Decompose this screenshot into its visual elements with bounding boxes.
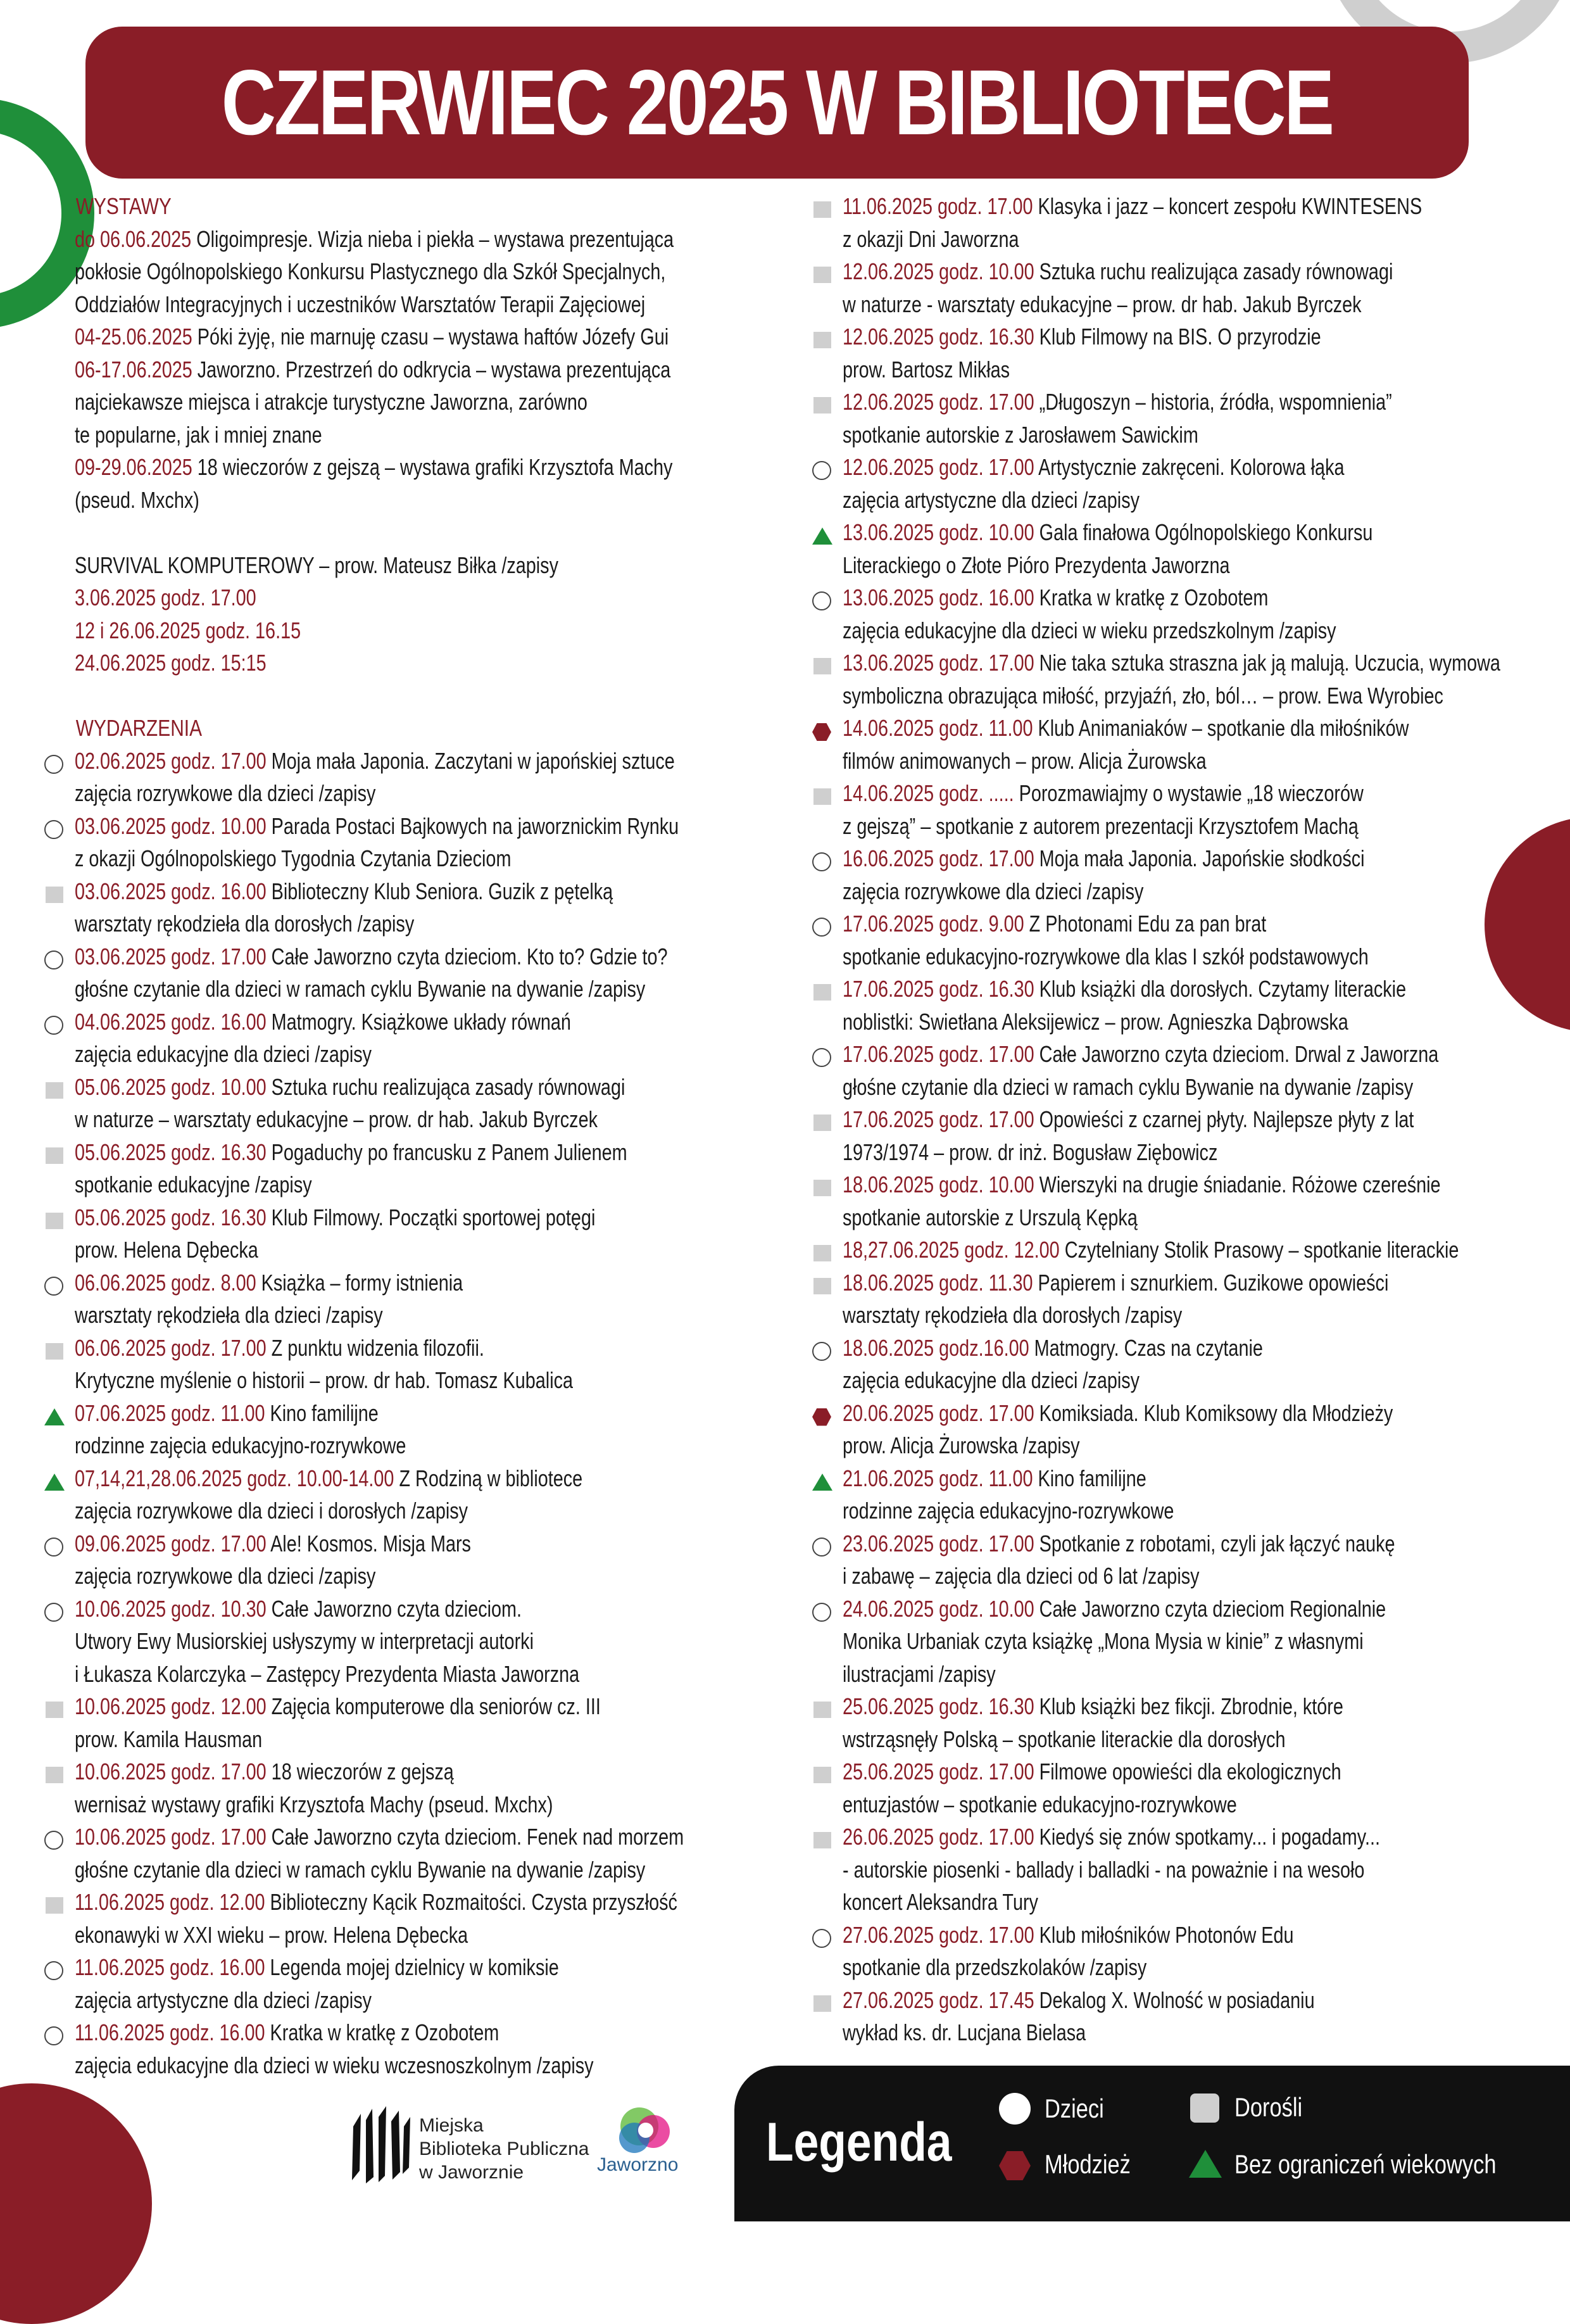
event-item bbox=[812, 777, 1559, 842]
event-title: Moja mała Japonia. Zaczytani w japońskiej sztuce bbox=[266, 747, 675, 774]
event-description: Literackiego o Złote Pióro Prezydenta Jaworzna bbox=[843, 552, 1230, 578]
event-item bbox=[812, 1919, 1559, 1984]
event-description: prow. Alicja Żurowska /zapisy bbox=[843, 1432, 1080, 1458]
event-line bbox=[812, 1821, 1410, 1854]
event-line bbox=[812, 1397, 1410, 1430]
event-description: zajęcia edukacyjne dla dzieci /zapisy bbox=[75, 1041, 372, 1067]
events-list-left bbox=[44, 745, 804, 2082]
event-item bbox=[44, 810, 804, 875]
event-date: 27.06.2025 godz. 17.45 bbox=[843, 1986, 1034, 2013]
section-title-wystawy: WYSTAWY bbox=[75, 193, 172, 219]
left-column bbox=[44, 190, 804, 2081]
event-date: 25.06.2025 godz. 17.00 bbox=[843, 1759, 1034, 1784]
event-line bbox=[44, 1136, 652, 1169]
event-date: 11.06.2025 godz. 16.00 bbox=[75, 2019, 265, 2045]
event-title: Matmogry. Czas na czytanie bbox=[1029, 1334, 1263, 1361]
white-circle-icon bbox=[999, 2093, 1031, 2125]
event-description: ilustracjami /zapisy bbox=[843, 1660, 996, 1687]
event-item bbox=[812, 1593, 1559, 1691]
event-description: głośne czytanie dla dzieci w ramach cyklu Bywanie na dywanie /zapisy bbox=[75, 1856, 646, 1883]
event-description: Utwory Ewy Musiorskiej usłyszymy w interpretacji autorki bbox=[75, 1628, 534, 1654]
legend-label-bez-ograniczen: Bez ograniczeń wiekowych bbox=[1234, 2149, 1497, 2179]
event-title: Klub Animaniaków – spotkanie dla miłośników bbox=[1033, 715, 1409, 741]
event-description: spotkanie edukacyjno-rozrywkowe dla klas I szkół podstawowych bbox=[843, 943, 1369, 969]
event-item bbox=[44, 1886, 804, 1951]
exhibition-text: 18 wieczorów z gejszą – wystawa grafiki Krzysztofa Machy bbox=[192, 454, 673, 480]
event-title: 18 wieczorów z gejszą bbox=[266, 1759, 454, 1784]
exhibition-text: Oddziałów Integracyjnych i uczestników Warsztatów Terapii Zajęciowej bbox=[75, 291, 646, 317]
event-description: warsztaty rękodzieła dla dzieci /zapisy bbox=[75, 1302, 383, 1328]
exhibition-line bbox=[44, 353, 671, 386]
survival-date-text: 24.06.2025 godz. 15:15 bbox=[75, 650, 267, 676]
event-item bbox=[44, 1266, 804, 1332]
event-description: spotkanie dla przedszkolaków /zapisy bbox=[843, 1954, 1147, 1980]
event-item bbox=[44, 1755, 804, 1821]
event-date: 05.06.2025 godz. 16.30 bbox=[75, 1204, 267, 1230]
event-description: 1973/1974 – prow. dr inż. Bogusław Ziębowicz bbox=[843, 1139, 1218, 1165]
event-item bbox=[812, 1984, 1559, 2049]
event-description: zajęcia edukacyjne dla dzieci w wieku przedszkolnym /zapisy bbox=[843, 617, 1336, 643]
event-title: Klub książki dla dorosłych. Czytamy literackie bbox=[1034, 976, 1407, 1002]
survival-title: SURVIVAL KOMPUTEROWY – prow. Mateusz Biłka /zapisy bbox=[75, 552, 558, 578]
event-date: 09.06.2025 godz. 17.00 bbox=[75, 1530, 267, 1557]
event-item bbox=[812, 1397, 1559, 1462]
event-date: 02.06.2025 godz. 17.00 bbox=[75, 747, 267, 774]
exhibition-line bbox=[44, 288, 652, 321]
exhibition-line bbox=[44, 451, 673, 484]
event-description: wernisaż wystawy grafiki Krzysztofa Machy (pseud. Mxchx) bbox=[75, 1791, 553, 1817]
event-date: 07.06.2025 godz. 11.00 bbox=[75, 1399, 265, 1426]
event-title: Komiksiada. Klub Komiksowy dla Młodzieży bbox=[1034, 1399, 1393, 1426]
event-description: z okazji Ogólnopolskiego Tygodnia Czytania Dzieciom bbox=[75, 845, 512, 871]
event-date: 11.06.2025 godz. 16.00 bbox=[75, 1954, 265, 1980]
page-title: CZERWIEC 2025 W BIBLIOTECE bbox=[221, 51, 1333, 154]
exhibition-text: Póki żyję, nie marnuję czasu – wystawa haftów Józefy Gui bbox=[192, 324, 669, 350]
legend-panel bbox=[734, 2066, 1570, 2221]
event-date: 10.06.2025 godz. 12.00 bbox=[75, 1693, 267, 1719]
event-line bbox=[812, 1984, 1410, 2017]
event-description: wykład ks. dr. Lucjana Bielasa bbox=[843, 2019, 1086, 2045]
event-description: prow. Kamila Hausman bbox=[75, 1726, 263, 1752]
event-title: Spotkanie z robotami, czyli jak łączyć naukę bbox=[1034, 1530, 1395, 1557]
event-title: Opowieści z czarnej płyty. Najlepsze płyty z lat bbox=[1034, 1106, 1414, 1132]
event-date: 24.06.2025 godz. 10.00 bbox=[843, 1595, 1034, 1622]
event-description: prow. Helena Dębecka bbox=[75, 1237, 258, 1263]
event-line bbox=[812, 777, 1410, 810]
event-title: Klub książki bez fikcji. Zbrodnie, które bbox=[1034, 1693, 1343, 1719]
event-item bbox=[812, 1755, 1559, 1821]
event-date: 07,14,21,28.06.2025 godz. 10.00-14.00 bbox=[75, 1465, 394, 1491]
event-line bbox=[44, 940, 668, 973]
legend-label-dorosli: Dorośli bbox=[1234, 2092, 1303, 2122]
event-line bbox=[812, 1038, 1439, 1071]
survival-dates bbox=[44, 581, 804, 679]
event-description: wstrząsnęły Polską – spotkanie literackie dla dorosłych bbox=[843, 1726, 1286, 1752]
legend-title: Legenda bbox=[766, 2112, 952, 2173]
event-date: 03.06.2025 godz. 16.00 bbox=[75, 878, 267, 904]
event-description: zajęcia edukacyjne dla dzieci /zapisy bbox=[843, 1367, 1140, 1393]
event-date: 20.06.2025 godz. 17.00 bbox=[843, 1399, 1034, 1426]
event-item bbox=[812, 1527, 1559, 1593]
event-line bbox=[44, 1397, 652, 1430]
event-item bbox=[812, 320, 1559, 386]
event-date: 18.06.2025 godz. 11.30 bbox=[843, 1269, 1033, 1296]
exhibition-text: pokłosie Ogólnopolskiego Konkursu Plastycznego dla Szkół Specjalnych, bbox=[75, 258, 666, 284]
event-title: Ale! Kosmos. Misja Mars bbox=[266, 1530, 471, 1557]
event-line bbox=[44, 1071, 652, 1104]
exhibition-text: (pseud. Mxchx) bbox=[75, 486, 199, 513]
event-title: Klasyka i jazz – koncert zespołu KWINTESENS bbox=[1033, 193, 1422, 219]
event-item bbox=[812, 1103, 1559, 1168]
event-title: Klub Filmowy na BIS. O przyrodzie bbox=[1034, 324, 1321, 350]
exhibition-text: Jaworzno. Przestrzeń do odkrycia – wystawa prezentująca bbox=[192, 356, 671, 382]
jaworzno-logo-icon bbox=[595, 2101, 690, 2196]
event-line bbox=[812, 842, 1410, 875]
event-item bbox=[44, 1201, 804, 1266]
event-line bbox=[812, 973, 1410, 1006]
event-title: „Długoszyn – historia, źródła, wspomnienia” bbox=[1034, 389, 1392, 415]
event-title: Całe Jaworzno czyta dzieciom Regionalnie bbox=[1034, 1595, 1386, 1622]
event-date: 05.06.2025 godz. 16.30 bbox=[75, 1139, 267, 1165]
event-line bbox=[812, 1462, 1410, 1495]
event-title: Artystycznie zakręceni. Kolorowa łąka bbox=[1034, 454, 1345, 480]
events-list-right bbox=[812, 190, 1559, 2049]
event-description: głośne czytanie dla dzieci w ramach cyklu Bywanie na dywanie /zapisy bbox=[75, 976, 646, 1002]
event-description: - autorskie piosenki - ballady i balladki - na poważnie i na wesoło bbox=[843, 1856, 1365, 1883]
event-date: 03.06.2025 godz. 10.00 bbox=[75, 812, 267, 839]
exhibition-line bbox=[44, 320, 669, 353]
survival-date-text: 3.06.2025 godz. 17.00 bbox=[75, 584, 256, 610]
event-line bbox=[812, 516, 1410, 549]
event-line bbox=[812, 1593, 1410, 1626]
event-line bbox=[44, 1332, 652, 1365]
event-item bbox=[812, 451, 1559, 516]
event-item bbox=[812, 1332, 1559, 1397]
event-date: 13.06.2025 godz. 10.00 bbox=[843, 519, 1034, 545]
event-date: 10.06.2025 godz. 17.00 bbox=[75, 1824, 267, 1850]
event-date: 10.06.2025 godz. 10.30 bbox=[75, 1595, 267, 1622]
event-description: entuzjastów – spotkanie edukacyjno-rozrywkowe bbox=[843, 1791, 1237, 1817]
event-item bbox=[44, 1006, 804, 1071]
event-description: warsztaty rękodzieła dla dorosłych /zapisy bbox=[75, 911, 415, 937]
jaworzno-logo-text: Jaworzno bbox=[597, 2154, 679, 2175]
event-date: 10.06.2025 godz. 17.00 bbox=[75, 1759, 267, 1784]
legend-label-dzieci: Dzieci bbox=[1045, 2093, 1104, 2123]
event-description: w naturze - warsztaty edukacyjne – prow. dr hab. Jakub Byrczek bbox=[843, 291, 1362, 317]
event-description: Krytyczne myślenie o historii – prow. dr hab. Tomasz Kubalica bbox=[75, 1367, 574, 1393]
event-item bbox=[44, 1462, 804, 1527]
event-line bbox=[812, 190, 1422, 223]
exhibition-date: do 06.06.2025 bbox=[75, 225, 192, 252]
grey-square-icon bbox=[1190, 2093, 1219, 2123]
event-title: Moja mała Japonia. Japońskie słodkości bbox=[1034, 845, 1365, 871]
event-item bbox=[44, 875, 804, 940]
event-description: spotkanie edukacyjne /zapisy bbox=[75, 1171, 312, 1197]
event-date: 16.06.2025 godz. 17.00 bbox=[843, 845, 1034, 871]
event-description: zajęcia rozrywkowe dla dzieci i dorosłych /zapisy bbox=[75, 1498, 468, 1524]
event-title: Sztuka ruchu realizująca zasady równowagi bbox=[1034, 258, 1393, 284]
event-item bbox=[44, 1951, 804, 2016]
event-line bbox=[44, 2016, 652, 2049]
event-date: 17.06.2025 godz. 16.30 bbox=[843, 976, 1034, 1002]
event-item bbox=[44, 1136, 804, 1201]
survival-date bbox=[44, 614, 652, 647]
event-item bbox=[812, 1462, 1559, 1527]
event-line bbox=[44, 1201, 652, 1234]
event-date: 06.06.2025 godz. 17.00 bbox=[75, 1334, 267, 1361]
exhibition-line bbox=[44, 223, 674, 256]
event-line bbox=[44, 875, 652, 908]
event-line bbox=[812, 451, 1410, 484]
event-description: prow. Bartosz Mikłas bbox=[843, 356, 1010, 382]
event-line bbox=[44, 1462, 652, 1495]
event-title: Klub miłośników Photonów Edu bbox=[1034, 1921, 1294, 1948]
event-date: 25.06.2025 godz. 16.30 bbox=[843, 1693, 1034, 1719]
event-title: Biblioteczny Kącik Rozmaitości. Czysta przyszłość bbox=[265, 1889, 677, 1915]
event-description: symboliczna obrazująca miłość, przyjaźń, zło, ból… – prow. Ewa Wyrobiec bbox=[843, 682, 1443, 709]
event-date: 21.06.2025 godz. 11.00 bbox=[843, 1465, 1033, 1491]
event-line bbox=[44, 1006, 652, 1039]
event-line bbox=[44, 1755, 652, 1788]
event-item bbox=[44, 1821, 804, 1886]
event-title: Kino familijne bbox=[265, 1399, 379, 1426]
event-title: Pogaduchy po francusku z Panem Julienem bbox=[266, 1139, 627, 1165]
event-description: i zabawę – zajęcia dla dzieci od 6 lat /zapisy bbox=[843, 1563, 1200, 1589]
event-item bbox=[44, 940, 804, 1006]
event-date: 23.06.2025 godz. 17.00 bbox=[843, 1530, 1034, 1557]
event-title: Kiedyś się znów spotkamy... i pogadamy... bbox=[1034, 1824, 1381, 1850]
event-line bbox=[44, 1951, 652, 1984]
exhibition-line bbox=[44, 419, 652, 452]
event-item bbox=[812, 842, 1559, 907]
event-description: zajęcia rozrywkowe dla dzieci /zapisy bbox=[75, 1563, 376, 1589]
event-date: 14.06.2025 godz. 11.00 bbox=[843, 715, 1033, 741]
event-date: 17.06.2025 godz. 17.00 bbox=[843, 1106, 1034, 1132]
event-title: Książka – formy istnienia bbox=[256, 1269, 463, 1296]
maroon-hexagon-icon bbox=[999, 2151, 1031, 2180]
exhibition-date: 06-17.06.2025 bbox=[75, 356, 192, 382]
event-title: Biblioteczny Klub Seniora. Guzik z pętelką bbox=[266, 878, 613, 904]
event-title: Papierem i sznurkiem. Guzikowe opowieści bbox=[1033, 1269, 1389, 1296]
event-item bbox=[812, 973, 1559, 1038]
event-description: zajęcia artystyczne dla dzieci /zapisy bbox=[75, 1986, 372, 2013]
event-date: 11.06.2025 godz. 17.00 bbox=[843, 193, 1033, 219]
event-line bbox=[812, 320, 1410, 353]
event-title: Legenda mojej dzielnicy w komiksie bbox=[265, 1954, 559, 1980]
event-line bbox=[812, 386, 1410, 419]
event-item bbox=[812, 647, 1559, 712]
event-description: zajęcia edukacyjne dla dzieci w wieku wczesnoszkolnym /zapisy bbox=[75, 2052, 594, 2078]
event-title: Z Rodziną w bibliotece bbox=[394, 1465, 583, 1491]
event-line bbox=[44, 1593, 652, 1626]
event-item bbox=[812, 1168, 1559, 1234]
event-title: Kratka w kratkę z Ozobotem bbox=[265, 2019, 499, 2045]
event-description: w naturze – warsztaty edukacyjne – prow. dr hab. Jakub Byrczek bbox=[75, 1106, 598, 1132]
section-title-wydarzenia: WYDARZENIA bbox=[75, 715, 203, 741]
event-item bbox=[44, 2016, 804, 2081]
event-line bbox=[44, 745, 675, 778]
event-description: zajęcia rozrywkowe dla dzieci /zapisy bbox=[843, 878, 1144, 904]
event-line bbox=[44, 1527, 652, 1560]
event-date: 13.06.2025 godz. 16.00 bbox=[843, 584, 1034, 610]
exhibition-date: 04-25.06.2025 bbox=[75, 324, 192, 350]
survival-date-text: 12 i 26.06.2025 godz. 16.15 bbox=[75, 617, 301, 643]
event-title: Matmogry. Książkowe układy równań bbox=[266, 1008, 571, 1035]
library-logo-icon bbox=[347, 2101, 413, 2190]
event-item bbox=[812, 907, 1559, 973]
event-description: ekonawyki w XXI wieku – prow. Helena Dębecka bbox=[75, 1921, 468, 1948]
event-date: 12.06.2025 godz. 17.00 bbox=[843, 454, 1034, 480]
event-item bbox=[812, 1266, 1559, 1332]
event-item bbox=[44, 1593, 804, 1691]
survival-date bbox=[44, 581, 652, 614]
event-line bbox=[812, 1234, 1459, 1266]
event-description: rodzinne zajęcia edukacyjno-rozrywkowe bbox=[843, 1498, 1174, 1524]
event-title: Sztuka ruchu realizująca zasady równowagi bbox=[266, 1073, 625, 1100]
exhibition-text: Oligoimpresje. Wizja nieba i piekła – wystawa prezentująca bbox=[191, 225, 674, 252]
event-title: Gala finałowa Ogólnopolskiego Konkursu bbox=[1034, 519, 1373, 545]
event-date: 04.06.2025 godz. 16.00 bbox=[75, 1008, 267, 1035]
event-line bbox=[44, 1690, 652, 1723]
event-description: z gejszą” – spotkanie z autorem prezentacji Krzysztofem Machą bbox=[843, 812, 1359, 839]
event-title: Całe Jaworzno czyta dzieciom. Fenek nad morzem bbox=[266, 1824, 684, 1850]
event-item bbox=[812, 712, 1559, 777]
event-item bbox=[812, 1690, 1559, 1755]
exhibition-text: najciekawsze miejsca i atrakcje turystyczne Jaworzna, zarówno bbox=[75, 389, 587, 415]
legend-label-mlodziez: Młodzież bbox=[1045, 2149, 1131, 2179]
event-date: 14.06.2025 godz. ..... bbox=[843, 780, 1014, 806]
event-date: 12.06.2025 godz. 17.00 bbox=[843, 389, 1034, 415]
event-title: Z punktu widzenia filozofii. bbox=[266, 1334, 484, 1361]
event-item bbox=[812, 1821, 1559, 1919]
event-description: filmów animowanych – prow. Alicja Żurowska bbox=[843, 747, 1207, 774]
event-line bbox=[812, 1690, 1410, 1723]
event-item bbox=[812, 581, 1559, 647]
event-description: spotkanie autorskie z Jarosławem Sawickim bbox=[843, 421, 1198, 448]
event-item bbox=[44, 1071, 804, 1136]
event-title: Porozmawiajmy o wystawie „18 wieczorów bbox=[1014, 780, 1364, 806]
event-line bbox=[44, 1886, 677, 1919]
event-date: 17.06.2025 godz. 9.00 bbox=[843, 911, 1024, 937]
event-line bbox=[812, 1266, 1410, 1299]
event-line bbox=[812, 1332, 1410, 1365]
event-date: 12.06.2025 godz. 16.30 bbox=[843, 324, 1034, 350]
event-item bbox=[812, 1234, 1559, 1266]
event-date: 03.06.2025 godz. 17.00 bbox=[75, 943, 267, 969]
exhibition-date: 09-29.06.2025 bbox=[75, 454, 192, 480]
library-name: Miejska Biblioteka Publiczna w Jaworznie bbox=[419, 2115, 589, 2183]
event-date: 18.06.2025 godz.16.00 bbox=[843, 1334, 1029, 1361]
event-title: Całe Jaworzno czyta dzieciom. Kto to? Gdzie to? bbox=[266, 943, 668, 969]
event-line bbox=[812, 1168, 1441, 1201]
event-title: Kino familijne bbox=[1033, 1465, 1146, 1491]
title-banner bbox=[85, 27, 1469, 179]
event-title: Parada Postaci Bajkowych na jaworznickim Rynku bbox=[266, 812, 679, 839]
event-title: Zajęcia komputerowe dla seniorów cz. III bbox=[266, 1693, 601, 1719]
event-line bbox=[812, 712, 1410, 745]
exhibitions-list bbox=[44, 223, 804, 517]
event-description: Monika Urbaniak czyta książkę „Mona Mysia w kinie” z własnymi bbox=[843, 1628, 1364, 1654]
event-title: Z Photonami Edu za pan brat bbox=[1024, 911, 1267, 937]
event-item bbox=[44, 1332, 804, 1397]
event-line bbox=[44, 1266, 652, 1299]
event-line bbox=[812, 1103, 1414, 1136]
event-title: Całe Jaworzno czyta dzieciom. Drwal z Jaworzna bbox=[1034, 1041, 1439, 1067]
event-item bbox=[44, 1527, 804, 1593]
event-item bbox=[44, 1397, 804, 1462]
event-item bbox=[812, 190, 1559, 255]
event-description: z okazji Dni Jaworzna bbox=[843, 225, 1019, 252]
event-date: 11.06.2025 godz. 12.00 bbox=[75, 1889, 265, 1915]
exhibition-text: te popularne, jak i mniej znane bbox=[75, 421, 322, 448]
event-line bbox=[44, 1821, 684, 1854]
exhibition-line bbox=[44, 386, 652, 419]
event-line bbox=[812, 1919, 1410, 1952]
event-date: 06.06.2025 godz. 8.00 bbox=[75, 1269, 256, 1296]
event-date: 13.06.2025 godz. 17.00 bbox=[843, 650, 1034, 676]
event-item bbox=[44, 1690, 804, 1755]
event-line bbox=[812, 647, 1500, 679]
event-item bbox=[44, 745, 804, 810]
event-description: i Łukasza Kolarczyka – Zastępcy Prezydenta Miasta Jaworzna bbox=[75, 1660, 580, 1687]
event-line bbox=[812, 255, 1410, 288]
event-description: zajęcia artystyczne dla dzieci /zapisy bbox=[843, 486, 1140, 513]
event-date: 26.06.2025 godz. 17.00 bbox=[843, 1824, 1034, 1850]
exhibition-line bbox=[44, 255, 666, 288]
event-description: noblistki: Swietłana Aleksijewicz – prow. Agnieszka Dąbrowska bbox=[843, 1008, 1348, 1035]
event-title: Całe Jaworzno czyta dzieciom. bbox=[266, 1595, 522, 1622]
event-description: warsztaty rękodzieła dla dorosłych /zapisy bbox=[843, 1302, 1183, 1328]
event-date: 05.06.2025 godz. 10.00 bbox=[75, 1073, 267, 1100]
event-description: koncert Aleksandra Tury bbox=[843, 1889, 1038, 1915]
event-description: zajęcia rozrywkowe dla dzieci /zapisy bbox=[75, 780, 376, 806]
event-title: Kratka w kratkę z Ozobotem bbox=[1034, 584, 1269, 610]
event-description: spotkanie autorskie z Urszulą Kępką bbox=[843, 1204, 1138, 1230]
event-line bbox=[44, 810, 679, 843]
event-line bbox=[812, 1755, 1410, 1788]
event-line bbox=[812, 907, 1410, 940]
survival-date bbox=[44, 647, 652, 679]
event-date: 17.06.2025 godz. 17.00 bbox=[843, 1041, 1034, 1067]
event-title: Klub Filmowy. Początki sportowej potęgi bbox=[266, 1204, 596, 1230]
event-title: Nie taka sztuka straszna jak ją malują. Uczucia, wymowa bbox=[1034, 650, 1500, 676]
event-title: Dekalog X. Wolność w posiadaniu bbox=[1034, 1986, 1315, 2013]
event-date: 18.06.2025 godz. 10.00 bbox=[843, 1171, 1034, 1197]
event-item bbox=[812, 255, 1559, 320]
event-line bbox=[812, 581, 1410, 614]
green-triangle-icon bbox=[1189, 2150, 1222, 2178]
event-item bbox=[812, 1038, 1559, 1103]
event-description: głośne czytanie dla dzieci w ramach cyklu Bywanie na dywanie /zapisy bbox=[843, 1073, 1414, 1100]
event-description: rodzinne zajęcia edukacyjno-rozrywkowe bbox=[75, 1432, 406, 1458]
event-title: Filmowe opowieści dla ekologicznych bbox=[1034, 1759, 1341, 1784]
right-column bbox=[812, 190, 1559, 2049]
event-date: 18,27.06.2025 godz. 12.00 bbox=[843, 1237, 1060, 1263]
event-date: 27.06.2025 godz. 17.00 bbox=[843, 1921, 1034, 1948]
event-item bbox=[812, 516, 1559, 581]
red-circle-decoration-bottom bbox=[0, 2083, 152, 2324]
event-line bbox=[812, 1527, 1410, 1560]
event-date: 12.06.2025 godz. 10.00 bbox=[843, 258, 1034, 284]
event-item bbox=[812, 386, 1559, 451]
exhibition-line bbox=[44, 484, 652, 517]
event-title: Czytelniany Stolik Prasowy – spotkanie literackie bbox=[1059, 1237, 1459, 1263]
event-title: Wierszyki na drugie śniadanie. Różowe czereśnie bbox=[1034, 1171, 1441, 1197]
